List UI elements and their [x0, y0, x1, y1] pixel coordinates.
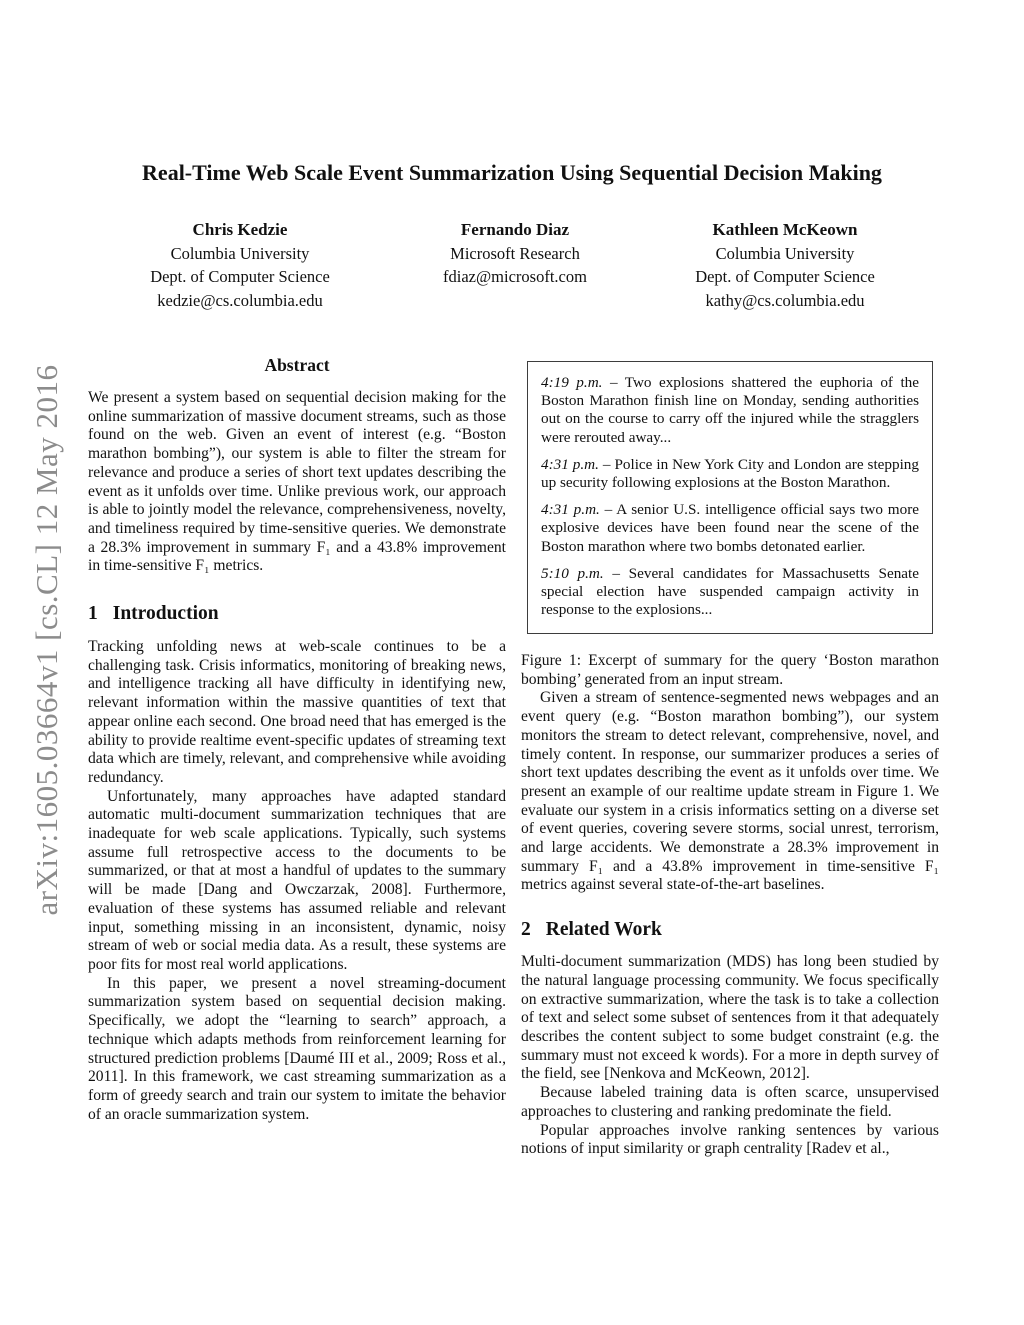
author-affiliation: Dept. of Computer Science: [695, 267, 875, 286]
section-heading-introduction: [88, 603, 506, 625]
author-email: kathy@cs.columbia.edu: [705, 290, 865, 310]
figure-1-caption: Figure 1: Excerpt of summary for the query ‘Boston marathon bombing’ generated from an input stream.: [521, 652, 939, 689]
intro-paragraph: Tracking unfolding news at web-scale continues to be a challenging task. Crisis informatics, monitoring of breaking news, and intelligence tracking all have difficulty in identifying new, relevant information within the massive quantities of text that appear online each second. One broad need that has emerged is the ability to provide realtime event-specific updates of streaming text data which are timely, relevant, and comprehensive while avoiding redundancy.: [88, 638, 506, 786]
summary-update: [541, 456, 919, 492]
figure-1-box: [527, 361, 933, 634]
update-timestamp: 4:31 p.m.: [541, 501, 600, 519]
abstract-text: We present a system based on sequential decision making for the online summarization of massive document streams, such as those found on the web. Given an event of interest (e.g. “Boston marathon bombing”), our system is able to filter the stream for relevance and produce a series of short text updates describing the event as it unfolds over time. Unlike previous work, our approach is able to jointly model the relevance, comprehensiveness, novelty, and timeliness required by time-sensitive queries. We demonstrate a 28.3% improvement in summary F₁ and a 43.8% improvement in time-sensitive F₁ metrics.: [88, 389, 506, 575]
author-block-mckeown: [645, 218, 925, 312]
abstract-heading: Abstract: [264, 355, 330, 375]
author-affiliation: Columbia University: [715, 243, 855, 263]
summary-update: [541, 565, 919, 620]
author-affiliation: Microsoft Research: [450, 243, 580, 263]
author-block-diaz: [385, 218, 645, 289]
left-column: [88, 355, 506, 1124]
update-timestamp: 4:19 p.m.: [541, 374, 603, 391]
author-affiliation: Columbia University: [170, 243, 310, 263]
author-name: Fernando Diaz: [460, 220, 570, 239]
author-block-kedzie: [100, 218, 380, 312]
section-title: Related Work: [545, 919, 662, 941]
author-email: fdiaz@microsoft.com: [443, 267, 587, 286]
author-affiliation: Dept. of Computer Science: [150, 267, 330, 286]
update-text: – Police in New York City and London are stepping up security following explosions at the Boston Marathon.: [541, 455, 919, 492]
author-name: Kathleen McKeown: [712, 220, 858, 239]
section-heading-related-work: [521, 919, 939, 941]
intro-paragraph: In this paper, we present a novel streaming-document summarization system based on sequential decision making. Specifically, we adopt the “learning to search” approach, a technique which adapts methods from reinforcement learning for structured prediction problems [Daumé III et al., 2009; Ross et al., 2011]. In this framework, we cast streaming summarization as a form of greedy search and train our system to imitate the behavior of an oracle summarization system.: [88, 974, 506, 1123]
update-timestamp: 5:10 p.m.: [541, 564, 604, 582]
update-text: – A senior U.S. intelligence official says two more explosive devices have been found near the scene of the Boston marathon where two bombs detonated earlier.: [541, 501, 919, 555]
update-timestamp: 4:31 p.m.: [541, 455, 599, 473]
update-text: – Two explosions shattered the euphoria of the Boston Marathon finish line on Monday, sending authorities out on the course to carry off the injured while the stragglers were rerouted away...: [541, 374, 919, 446]
related-work-paragraph: Multi-document summarization (MDS) has long been studied by the natural language processing community. We focus specifically on extractive summarization, where the task is to take a collection of text and select some subset of sentences from it that adequately describes the content subject to some budget constraint (e.g. the summary must not exceed k words). For a more in depth survey of the field, see [Nenkova and McKeown, 2012].: [521, 953, 939, 1083]
page-title: Real-Time Web Scale Event Summarization Using Sequential Decision Making: [142, 160, 882, 185]
section-number: 1: [88, 603, 98, 625]
author-name: Chris Kedzie: [192, 220, 288, 239]
arxiv-identifier: arXiv:1605.03664v1 [cs.CL] 12 May 2016: [29, 364, 64, 916]
section-title: Introduction: [112, 603, 219, 625]
intro-paragraph: Unfortunately, many approaches have adapted standard automatic multi-document summarization techniques that are inadequate for web scale applications. Typically, such systems assume full retrospective access to the documents to be summarized, or that at most a handful of updates to the summary will be made [Dang and Owczarzak, 2008]. Furthermore, evaluation of these systems has assumed reliable and relevant input, something missing in an inconsistent, dynamic, noisy stream of web or social media data. As a result, these systems are poor fits for most real world applications.: [88, 787, 506, 973]
author-email: kedzie@cs.columbia.edu: [157, 290, 323, 310]
section-number: 2: [521, 919, 531, 941]
update-text: – Several candidates for Massachusetts Senate special election have suspended campaign activity in response to the explosions...: [541, 564, 919, 619]
related-work-paragraph: Popular approaches involve ranking sentences by various notions of input similarity or graph centrality [Radev et al.,: [521, 1121, 939, 1158]
body-paragraph: Given a stream of sentence-segmented news webpages and an event query (e.g. “Boston marathon bombing”), our system monitors the stream to detect relevant, comprehensive, novel, and timely content. In response, our summarizer produces a series of short text updates describing the event as it unfolds over time. We present an example of our realtime update stream in Figure 1. We evaluate our system in a crisis informatics setting on a diverse set of event queries, covering severe storms, social unrest, terrorism, and large accidents. We demonstrate a 28.3% improvement in summary F₁ and a 43.8% improvement in time-sensitive F₁ metrics against several state-of-the-art baselines.: [521, 689, 939, 894]
summary-update: [541, 374, 919, 447]
related-work-paragraph: Because labeled training data is often scarce, unsupervised approaches to clustering and ranking predominate the field.: [521, 1084, 939, 1120]
summary-update: [541, 501, 919, 556]
right-column: [521, 361, 939, 1159]
